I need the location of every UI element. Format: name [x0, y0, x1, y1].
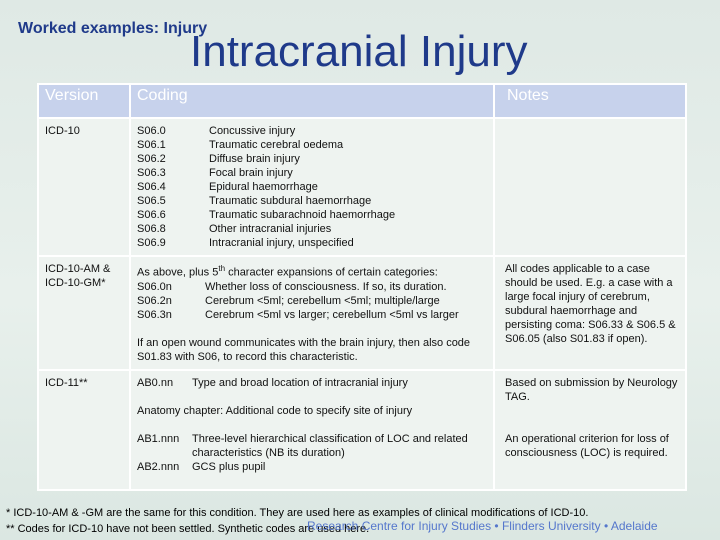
credit-line: Research Centre for Injury Studies • Flinders University • Adelaide — [307, 519, 658, 533]
footnote-2: ** Codes for ICD-10 have not been settled. Synthetic codes are used here. — [6, 523, 370, 535]
notes-criterion: An operational criterion for loss of consciousness (LOC) is required. — [505, 432, 669, 459]
table-row — [38, 256, 686, 370]
notes-cell — [494, 370, 686, 490]
code: S06.0 — [137, 125, 166, 137]
slide-title: Intracranial Injury — [190, 27, 528, 76]
code: S06.5 — [137, 195, 166, 207]
version-cell: ICD-10-AM & ICD-10-GM* — [38, 256, 130, 370]
code-desc: Concussive injury — [209, 125, 296, 137]
code-desc: Traumatic cerebral oedema — [209, 139, 344, 151]
code-desc: Traumatic subarachnoid haemorrhage — [209, 209, 396, 221]
code-desc: Traumatic subdural haemorrhage — [209, 195, 372, 207]
code-list — [137, 124, 487, 250]
version-cell: ICD-11** — [38, 370, 130, 490]
table-row — [38, 118, 686, 256]
code: S06.3 — [137, 167, 166, 179]
open-wound-note: If an open wound communicates with the brain injury, then also code S01.83 with S06, to record this characteristic. — [137, 336, 471, 363]
coding-cell — [130, 256, 494, 370]
code: S06.1 — [137, 139, 166, 151]
ab1-line: AB1.nnn Three-level hierarchical classification of LOC and related characteristics (NB its duration) — [137, 432, 468, 459]
code: S06.9 — [137, 237, 166, 249]
footnote-1: * ICD-10-AM & -GM are the same for this condition. They are used here as examples of clinical modifications of ICD-10. — [6, 507, 589, 519]
header-notes: Notes — [494, 84, 686, 118]
anatomy-note: Anatomy chapter: Additional code to specify site of injury — [137, 404, 413, 417]
header-version: Version — [38, 84, 130, 118]
code-desc: Cerebrum <5ml vs larger; cerebellum <5ml vs larger — [205, 308, 459, 321]
code-desc: Intracranial injury, unspecified — [209, 237, 354, 249]
notes-submission: Based on submission by Neurology TAG. — [505, 376, 678, 403]
code-desc: Cerebrum <5ml; cerebellum <5ml; multiple/large — [205, 294, 440, 307]
code-desc: Focal brain injury — [209, 167, 293, 179]
version-cell: ICD-10 — [38, 118, 130, 256]
notes-cell — [494, 118, 686, 256]
coding-table — [37, 83, 687, 491]
code-desc: Whether loss of consciousness. If so, its duration. — [205, 280, 447, 293]
coding-cell — [130, 118, 494, 256]
code: S06.4 — [137, 181, 166, 193]
code: S06.3n — [137, 308, 172, 321]
code: S06.6 — [137, 209, 166, 221]
code: S06.8 — [137, 223, 166, 235]
kicker: Worked examples: Injury — [18, 20, 208, 37]
ab0-line: AB0.nn Type and broad location of intracranial injury — [137, 376, 408, 389]
ab2-line: AB2.nnn GCS plus pupil — [137, 460, 266, 473]
code: S06.2 — [137, 153, 166, 165]
table-row — [38, 370, 686, 490]
code: S06.0n — [137, 280, 172, 293]
code-desc: Other intracranial injuries — [209, 223, 332, 235]
coding-cell — [130, 370, 494, 490]
code-desc: Diffuse brain injury — [209, 153, 300, 165]
expansion-intro: As above, plus 5th character expansions of certain categories: — [137, 264, 438, 279]
notes-cell: All codes applicable to a case should be used. E.g. a case with a large focal injury of cerebrum, subdural haemorrhage and persisting coma: S06.33 & S06.5 & S06.05 (also S01.83 if open). — [494, 256, 686, 370]
header-coding: Coding — [130, 84, 494, 118]
expansion-list — [137, 280, 487, 322]
code: S06.2n — [137, 294, 172, 307]
code-desc: Epidural haemorrhage — [209, 181, 318, 193]
